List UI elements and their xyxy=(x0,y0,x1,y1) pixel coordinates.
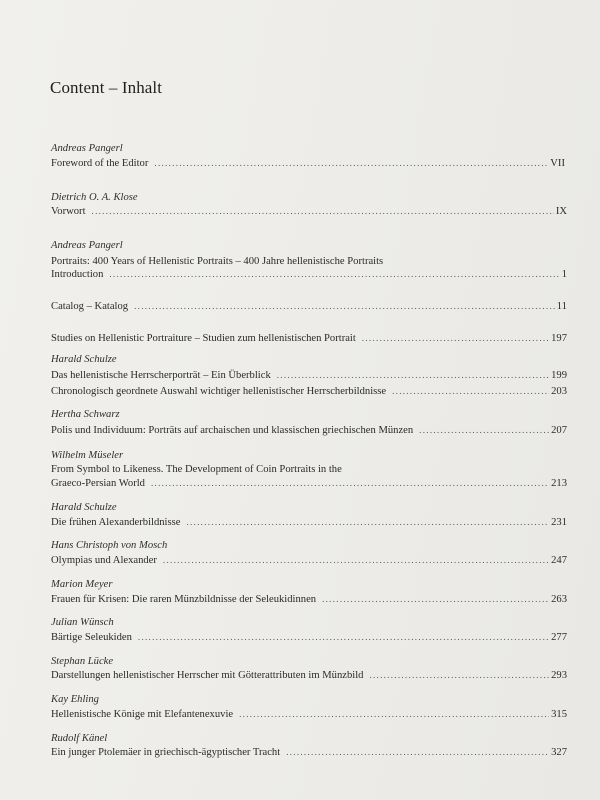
entry-page: 277 xyxy=(551,632,567,643)
page-title: Content – Inhalt xyxy=(50,78,163,97)
entry-author: Stephan Lücke xyxy=(51,656,114,667)
dot-leader xyxy=(277,370,549,380)
toc-entry xyxy=(51,425,567,436)
toc-entry xyxy=(51,478,567,489)
dot-leader xyxy=(109,269,559,279)
entry-page: 203 xyxy=(551,386,567,397)
toc-entry xyxy=(51,555,567,566)
toc-entry xyxy=(51,517,567,528)
dot-leader xyxy=(362,333,549,343)
dot-leader xyxy=(239,709,549,719)
entry-title: Das hellenistische Herrscherporträt – Ein Überblick xyxy=(51,370,271,381)
dot-leader xyxy=(369,670,549,680)
entry-title-line: From Symbol to Likeness. The Development of Coin Portraits in the xyxy=(51,464,342,475)
entry-title: Studies on Hellenistic Portraiture – Studien zum hellenistischen Portrait xyxy=(51,333,356,344)
entry-title: Darstellungen hellenistischer Herrscher mit Götterattributen im Münzbild xyxy=(51,670,364,681)
entry-page: 231 xyxy=(551,517,567,528)
entry-title: Frauen für Krisen: Die raren Münzbildnisse der Seleukidinnen xyxy=(51,594,317,605)
dot-leader xyxy=(186,517,549,527)
toc-entry xyxy=(51,333,567,344)
dot-leader xyxy=(151,478,549,488)
entry-author: Dietrich O. A. Klose xyxy=(51,192,138,203)
entry-page: 213 xyxy=(551,478,567,489)
entry-page: 327 xyxy=(551,747,567,758)
toc-entry xyxy=(51,269,567,280)
entry-page: 199 xyxy=(551,370,567,381)
entry-author: Kay Ehling xyxy=(51,694,99,705)
entry-title: Catalog – Katalog xyxy=(51,301,129,312)
entry-page: 207 xyxy=(551,425,567,436)
entry-author: Harald Schulze xyxy=(51,502,117,513)
toc-entry xyxy=(51,158,565,169)
entry-title: Foreword of the Editor xyxy=(51,158,149,169)
entry-title: Die frühen Alexanderbildnisse xyxy=(51,517,181,528)
entry-page: 11 xyxy=(556,301,567,312)
entry-title: Olympias und Alexander xyxy=(51,555,157,566)
entry-author: Wilhelm Müseler xyxy=(51,450,124,461)
entry-author: Hans Christoph von Mosch xyxy=(51,540,168,551)
toc-entry xyxy=(51,747,567,758)
entry-title: Ein junger Ptolemäer in griechisch-ägyptischer Tracht xyxy=(51,747,281,758)
dot-leader xyxy=(322,594,549,604)
toc-entry xyxy=(51,632,567,643)
toc-entry xyxy=(51,386,567,397)
dot-leader xyxy=(154,158,548,168)
dot-leader xyxy=(419,425,549,435)
entry-author: Harald Schulze xyxy=(51,354,117,365)
entry-author: Hertha Schwarz xyxy=(51,409,120,420)
entry-title: Hellenistische Könige mit Elefantenexuvie xyxy=(51,709,234,720)
entry-title: Graeco-Persian World xyxy=(51,478,145,489)
entry-page: 293 xyxy=(551,670,567,681)
entry-page: 247 xyxy=(551,555,567,566)
entry-author: Marion Meyer xyxy=(51,579,113,590)
entry-author: Rudolf Känel xyxy=(51,733,108,744)
entry-page: 315 xyxy=(551,709,567,720)
entry-title: Vorwort xyxy=(51,206,86,217)
entry-title: Polis und Individuum: Porträts auf archaischen und klassischen griechischen Münzen xyxy=(51,425,414,436)
dot-leader xyxy=(138,632,549,642)
entry-author: Andreas Pangerl xyxy=(51,143,123,154)
toc-entry xyxy=(51,370,567,381)
entry-page: IX xyxy=(555,206,567,217)
entry-title: Bärtige Seleukiden xyxy=(51,632,132,643)
toc-entry xyxy=(51,301,567,312)
entry-author: Julian Wünsch xyxy=(51,617,114,628)
entry-page: 1 xyxy=(561,269,567,280)
dot-leader xyxy=(392,386,549,396)
dot-leader xyxy=(92,206,554,216)
dot-leader xyxy=(134,301,555,311)
entry-title-line: Portraits: 400 Years of Hellenistic Portraits – 400 Jahre hellenistische Portraits xyxy=(51,256,384,267)
dot-leader xyxy=(286,747,549,757)
entry-page: 263 xyxy=(551,594,567,605)
toc-entry xyxy=(51,670,567,681)
entry-author: Andreas Pangerl xyxy=(51,240,123,251)
entry-title: Introduction xyxy=(51,269,104,280)
entry-page: VII xyxy=(550,158,565,169)
entry-title: Chronologisch geordnete Auswahl wichtiger hellenistischer Herrscherbildnisse xyxy=(51,386,387,397)
toc-entry xyxy=(51,594,567,605)
entry-page: 197 xyxy=(551,333,567,344)
toc-entry xyxy=(51,206,567,217)
dot-leader xyxy=(163,555,549,565)
toc-entry xyxy=(51,709,567,720)
